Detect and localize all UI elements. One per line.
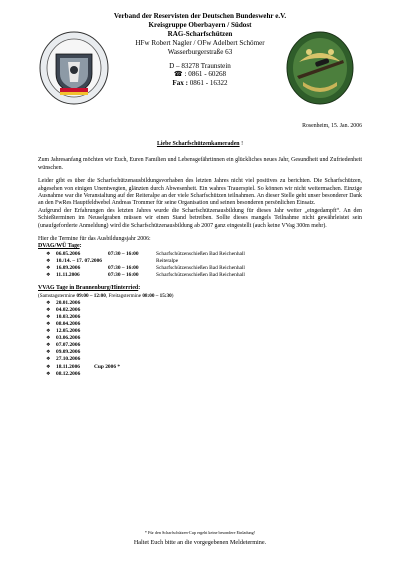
list-item: ❖ 20.01.2006 [46,299,81,306]
contact-phone: ☎ : 0861 - 60268 [173,70,227,79]
list-item: ❖ 03.06.2006 [46,335,81,342]
diamond-bullet-icon: ❖ [46,251,51,257]
schedule-row: ❖ 06.05.2006 07:30 – 16:00 Scharfschützenschießen Bad Reichenhall [46,250,245,257]
list-item: ❖ 04.02.2006 [46,306,81,313]
vvag-heading: VVAG Tage in Brannenburg/Hinterried: [38,285,141,292]
diamond-bullet-icon: ❖ [46,329,51,335]
vvag-times: (Samstagstermine 09:00 – 12:00, Freitagstermine 08:00 – 15:30) [38,292,174,299]
org-group: Kreisgruppe Oberbayern / Südost [148,20,252,29]
contact-city: D – 83278 Traunstein [169,61,231,70]
diamond-bullet-icon: ❖ [46,273,51,279]
letterhead-text [110,12,290,88]
org-unit: RAG-Scharfschützen [167,29,233,38]
list-item: ❖ 08.04.2006 [46,320,81,327]
list-item: ❖ 08.12.2006 [46,370,81,377]
diamond-bullet-icon: ❖ [46,314,51,320]
fax-number: 0861 - 16322 [189,79,228,88]
vvag-dates-list [46,300,362,378]
diamond-bullet-icon: ❖ [46,266,51,272]
list-item: ❖ 07.07.2006 [46,342,81,349]
contact-street: Wasserburgerstraße 63 [167,47,233,56]
paragraph-wishes: Zum Jahresanfang möchten wir Euch, Euren Familien und Lebensgefährtinnen ein glückliches neues Jahr, Gesundheit und Zufriedenheit wünschen. [38,157,362,171]
greeting-text: Liebe Scharfschützenkameraden [156,141,240,147]
dvag-heading: DVAG/WÜ Tage: [38,243,82,250]
phone-icon: ☎ [173,70,183,79]
sniper-emblem-logo [285,30,355,106]
diamond-bullet-icon: ❖ [46,350,51,356]
paragraph-schedule-intro: Hier die Termine für das Ausbildungsjahr 2006: [38,236,151,243]
greeting: Liebe Scharfschützenkameraden ! [156,141,244,147]
schedule-row: ❖ 10./14. – 17. 07.2006 Reiteralpe [46,257,179,264]
closing-line: Haltet Euch bitte an die vorgegebenen Meldetermine. [133,539,267,546]
diamond-bullet-icon: ❖ [46,371,51,377]
diamond-bullet-icon: ❖ [46,300,51,306]
diamond-bullet-icon: ❖ [46,357,51,363]
diamond-bullet-icon: ❖ [46,258,51,264]
org-name: Verband der Reservisten der Deutschen Bundeswehr e.V. [113,12,287,20]
list-item: ❖ 27.10.2006 [46,356,81,363]
letter-body [38,141,362,382]
list-item: ❖ 09.09.2006 [46,349,81,356]
diamond-bullet-icon: ❖ [46,343,51,349]
list-item: ❖ 18.11.2006 Cup 2006 * [46,363,121,370]
reservist-crest-logo [38,30,110,106]
diamond-bullet-icon: ❖ [46,364,51,370]
phone-number: 0861 - 60268 [188,70,227,79]
schedule-row: ❖ 11.11.2006 07:30 – 16:00 Scharfschützenschießen Bad Reichenhall [46,272,245,279]
letter-date: Rosenheim, 15. Jan. 2006 [302,123,362,129]
list-item: ❖ 12.05.2006 [46,328,81,335]
contact-names: HFw Robert Nagler / OFw Adelbert Schömer [135,38,265,47]
diamond-bullet-icon: ❖ [46,307,51,313]
letterhead [0,12,400,112]
diamond-bullet-icon: ❖ [46,321,51,327]
diamond-bullet-icon: ❖ [46,336,51,342]
footnote: * Für den Scharfschützen-Cup ergeht keine besondere Einladung! [144,530,256,535]
contact-fax [110,79,290,88]
paragraph-changes: Aufgrund der Erfahrungen des letzten Jahres wurde die Scharfschützenausbildung für dieses Jahr weiter „eingedampft“. An den Schießterminen im Neuselgraben müssen wir einen Stand betreiben. Sollte dieses mangels Teilnahme nicht gewährleistet sein (unaufgeforderte Anmeldung) wird die Scharfschützenausbildung ab 2007 ganz eingestellt (auch keine VVag 300m mehr). [38,207,362,229]
dvag-schedule [46,251,362,279]
schedule-row: ❖ 16.09.2006 07:30 – 16:00 Scharfschützenschießen Bad Reichenhall [46,265,245,272]
paragraph-review: Leider gibt es über die Scharfschützenausbildungsvorhaben des letzten Jahres nicht viel positives zu berichten. Die Scharfschützen, abgesehen von einigen Unentwegten, glänzten durch Abwesenheit. Ein wahres Trauerspiel. So können wir nicht weitermachen. Einzige Ausnahme war die Veranstaltung auf der Reiteralpe an der viele Scharfschützen teilnahmen. An dieser Stelle geht unser besonderer Dank an den FwRes Hauptfeldwebel Andreas Trommer für seine Organisation und seinen besonderen persönlichen Einsatz. [38,178,362,207]
list-item: ❖ 10.03.2006 [46,313,81,320]
cup-note: Cup 2006 * [94,363,121,370]
fax-label: Fax : [172,79,188,88]
